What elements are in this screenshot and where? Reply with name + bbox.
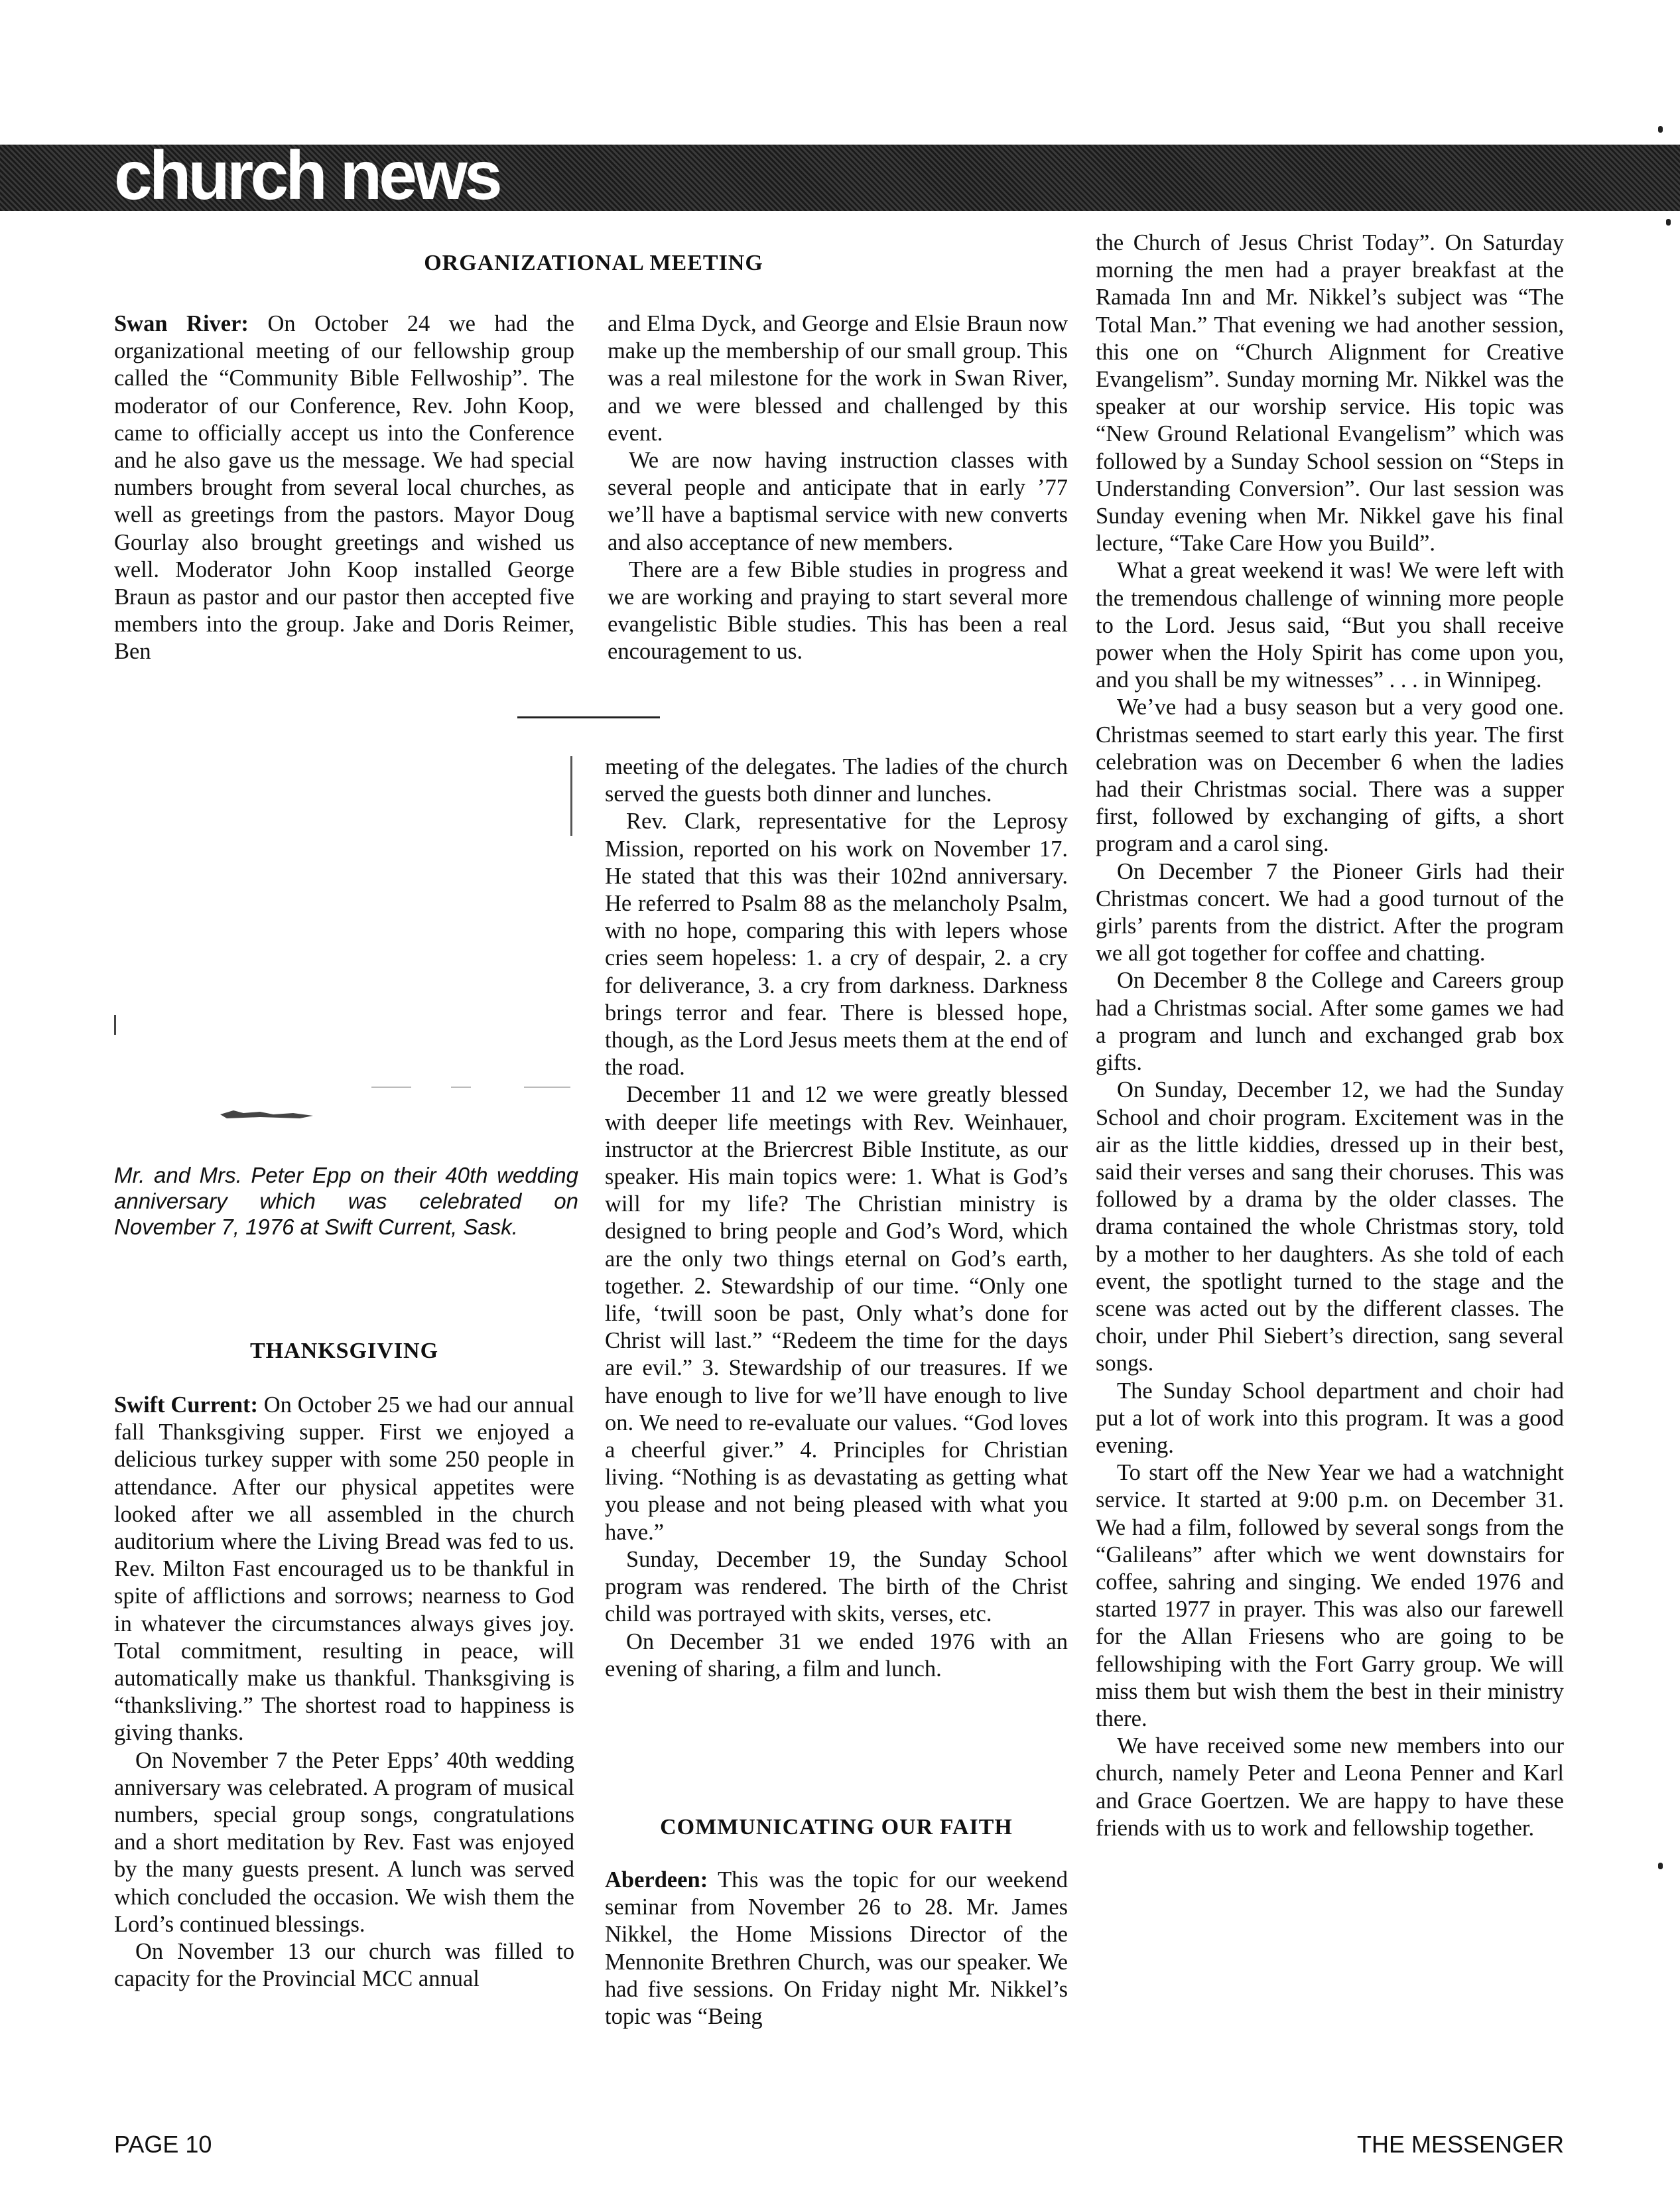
section-title: church news	[114, 137, 499, 214]
paragraph: On November 7 the Peter Epps’ 40th wedding anniversary was celebrated. A program of musical numbers, special group songs, congratulations and a short meditation by Rev. Fast was enjoyed by the many guests present. A lunch was served which concluded the occasion. We wish them the Lord’s continued blessings.	[114, 1747, 574, 1937]
paragraph: We are now having instruction classes with several people and anticipate that in early ’77 we’ll have a baptismal service with new converts and also acceptance of new members.	[608, 448, 1068, 555]
article-swift-current-col2	[605, 754, 1068, 1683]
photo-faint-mark	[524, 1087, 570, 1088]
dateline: Aberdeen:	[605, 1867, 708, 1892]
heading-communicating-our-faith: COMMUNICATING OUR FAITH	[660, 1815, 1013, 1839]
paragraph: There are a few Bible studies in progress and we are working and praying to start several more evangelistic Bible studies. This has been a real encouragement to us.	[608, 557, 1068, 665]
paragraph: The Sunday School department and choir had put a lot of work into this program. It was a good evening.	[1096, 1378, 1564, 1458]
page-number: PAGE 10	[114, 2131, 212, 2158]
scan-speck	[1658, 126, 1663, 133]
paragraph: On November 13 our church was filled to capacity for the Provincial MCC annual	[114, 1939, 574, 1992]
paragraph: Rev. Clark, representative for the Leprosy Mission, reported on his work on November 17. He stated that this was their 102nd anniversary. He referred to Psalm 88 as the melancholy Psalm, with no hope, comparing this with lepers whose cries seem hopeless: 1. a cry of despair, 2. a cry for deliverance, 3. a cry from darkness. Darkness brings terror and fear. There is blessed hope, though, as the Lord Jesus meets them at the end of the road.	[605, 809, 1068, 1081]
photo-epp-anniversary	[114, 756, 578, 1128]
photo-smudge	[220, 1108, 313, 1120]
paragraph: and Elma Dyck, and George and Elsie Braun now make up the membership of our small group. This was a real milestone for the work in Swan River, and we were blessed and challenged by this event.	[608, 311, 1068, 446]
photo-edge	[570, 756, 572, 836]
paragraph: We’ve had a busy season but a very good one. Christmas seemed to start early this year. The first celebration was on December 6 when the ladies had their Christmas social. There was a supper first, followed by exchanging of gifts, a short program and a carol sing.	[1096, 695, 1564, 857]
paragraph-text: On October 24 we had the organizational meeting of our fellowship group called the “Community Bible Fellwoship”. The moderator of our Conference, Rev. John Koop, came to officially accept us into the Conference and he also gave us the message. We had special numbers brought from several local churches, as well as greetings from the pastors. Mayor Doug Gourlay also brought greetings and wished us well. Moderator John Koop installed George Braun as pastor and our pastor then accepted five members into the group. Jake and Doris Reimer, Ben	[114, 311, 574, 665]
dateline: Swift Current:	[114, 1392, 258, 1418]
photo-edge	[114, 1015, 116, 1035]
article-swan-river-col1	[114, 310, 574, 666]
article-aberdeen-col3	[1096, 230, 1564, 1842]
paragraph	[605, 1867, 1068, 2030]
photo-caption: Mr. and Mrs. Peter Epp on their 40th wedding anniversary which was celebrated on November 7, 1976 at Swift Current, Sask.	[114, 1163, 578, 1239]
paragraph-text: On October 25 we had our annual fall Thanksgiving supper. First we enjoyed a delicious turkey supper with some 250 people in attendance. After our physical appetites were looked after we all assembled in the church auditorium where the Living Bread was fed to us. Rev. Milton Fast encouraged us to be thankful in spite of afflictions and sorrows; nearness to God in whatever the circumstances always gives joy. Total commitment, resulting in peace, will automatically make us thankful. Thanksgiving is “thanksliving.” The shortest road to happiness is giving thanks.	[114, 1392, 574, 1746]
heading-thanksgiving: THANKSGIVING	[249, 1339, 439, 1363]
paragraph	[114, 310, 574, 666]
paragraph: Sunday, December 19, the Sunday School program was rendered. The birth of the Christ child was portrayed with skits, verses, etc.	[605, 1546, 1068, 1627]
dateline: Swan River:	[114, 311, 249, 336]
scan-speck	[1658, 1863, 1663, 1869]
article-aberdeen-col2	[605, 1867, 1068, 2030]
article-swift-current-col1	[114, 1392, 574, 1993]
paragraph: On December 7 the Pioneer Girls had their Christmas concert. We had a good turnout of the girls’ parents from the district. After the program we all got together for coffee and chatting.	[1096, 858, 1564, 966]
photo-faint-mark	[371, 1087, 411, 1088]
paragraph: meeting of the delegates. The ladies of the church served the guests both dinner and lunches.	[605, 754, 1068, 807]
paragraph: What a great weekend it was! We were left with the tremendous challenge of winning more people to the Lord. Jesus said, “But you shall receive power when the Holy Spirit has come upon you, and you shall be my witnesses” . . . in Winnipeg.	[1096, 558, 1564, 693]
paragraph	[114, 1392, 574, 1747]
paragraph: December 11 and 12 we were greatly blessed with deeper life meetings with Rev. Weinhauer, instructor at the Briercrest Bible Institute, as our speaker. His main topics were: 1. What is God’s will for my life? The Christian ministry is designed to bring people and God’s Word, which are the only two things eternal on God’s earth, together. 2. Stewardship of our time. “Only one life, ‘twill soon be past, Only what’s done for Christ will last.” “Redeem the time for the days are evil.” 3. Stewardship of our treasures. If we have enough to live for we’ll have enough to live on. We need to re-evaluate our values. “God loves a cheerful giver.” 4. Principles for Christian living. “Nothing is as devastating as getting what you please and not being pleased with what you have.”	[605, 1082, 1068, 1545]
paragraph: On Sunday, December 12, we had the Sunday School and choir program. Excitement was in the air as the little kiddies, dressed up in their best, said their verses and sang their choruses. This was followed by a drama by the older classes. The drama contained the whole Christmas story, told by a mother to her daughters. As she told of each event, the spotlight turned to the stage and the scene was acted out by the different classes. The choir, under Phil Siebert’s direction, sang several songs.	[1096, 1077, 1564, 1376]
article-divider	[517, 716, 660, 718]
paragraph: On December 8 the College and Careers group had a Christmas social. After some games we had a program and lunch and exchanged grab box gifts.	[1096, 968, 1564, 1076]
paragraph: the Church of Jesus Christ Today”. On Saturday morning the men had a prayer breakfast at the Ramada Inn and Mr. Nikkel’s subject was “The Total Man.” That evening we had another session, this one on “Church Alignment for Creative Evangelism”. Sunday morning Mr. Nikkel was the speaker at our worship service. His topic was “New Ground Relational Evangelism” which was followed by a Sunday School session on “Steps in Understanding Conversion”. Our last session was Sunday evening when Mr. Nikkel gave his final lecture, “Take Care How you Build”.	[1096, 230, 1564, 557]
paragraph: We have received some new members into our church, namely Peter and Leona Penner and Karl and Grace Goertzen. We are happy to have these friends with us to work and fellowship together.	[1096, 1733, 1564, 1841]
paragraph: To start off the New Year we had a watchnight service. It started at 9:00 p.m. on December 31. We had a film, followed by several songs from the “Galileans” after which we went downstairs for coffee, sahring and singing. We ended 1976 and started 1977 in prayer. This was also our farewell for the Allan Friesens who are going to be fellowshiping with the Fort Garry group. We will miss them but wish them the best in their ministry there.	[1096, 1460, 1564, 1731]
article-swan-river-col2	[608, 310, 1068, 666]
paragraph-text: This was the topic for our weekend seminar from November 26 to 28. Mr. James Nikkel, the Home Missions Director of the Mennonite Brethren Church, was our speaker. We had five sessions. On Friday night Mr. Nikkel’s topic was “Being	[605, 1867, 1068, 2030]
publication-name: THE MESSENGER	[1356, 2131, 1564, 2158]
scan-speck	[1666, 219, 1671, 226]
heading-organizational-meeting: ORGANIZATIONAL MEETING	[424, 251, 763, 275]
photo-faint-mark	[451, 1087, 471, 1088]
paragraph: On December 31 we ended 1976 with an evening of sharing, a film and lunch.	[605, 1628, 1068, 1682]
